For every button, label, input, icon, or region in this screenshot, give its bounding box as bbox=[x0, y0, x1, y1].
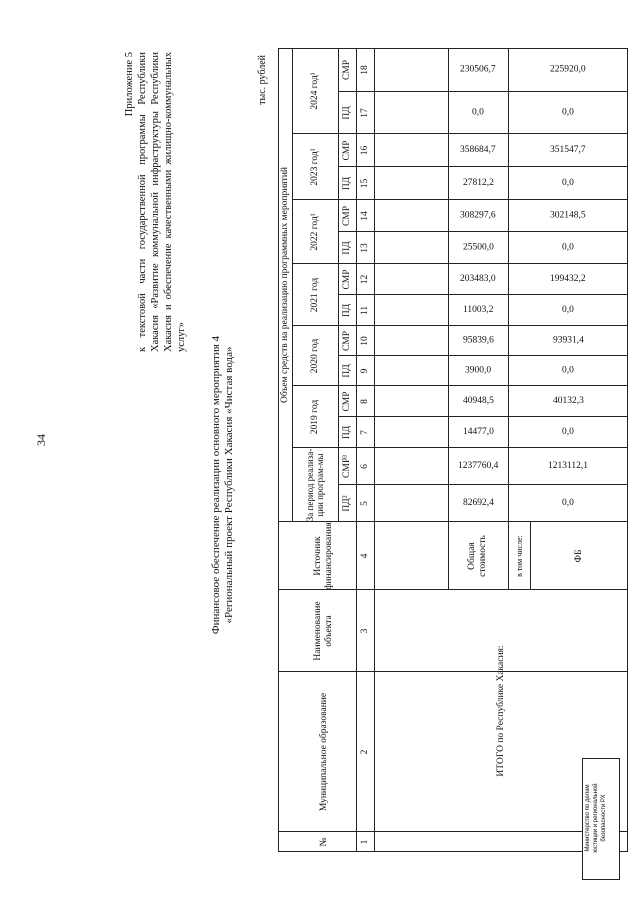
col-number-12: 12 bbox=[359, 274, 370, 285]
sub-header-pd-period: ПД² bbox=[341, 495, 352, 512]
value-cell-row2-col15: 0,0 bbox=[562, 178, 574, 188]
value-cell-row1-col14: 308297,6 bbox=[460, 210, 496, 221]
value-cell-row1-col12: 203483,0 bbox=[460, 274, 496, 284]
col-header-object: Наименование объекта bbox=[313, 601, 334, 661]
col-number-9: 9 bbox=[359, 368, 370, 374]
total-label: ИТОГО по Республике Хакасия: bbox=[495, 645, 506, 777]
col-header-2023: 2023 год¹ bbox=[309, 148, 320, 186]
sub-header-smr-2020: СМР bbox=[341, 330, 352, 352]
value-cell-row2-col10: 93931,4 bbox=[552, 335, 584, 346]
source-incl-label: в том числе: bbox=[514, 535, 524, 577]
col-header-municipality: Муниципальное образование bbox=[318, 692, 329, 812]
sub-header-smr-period: СМР³ bbox=[341, 455, 352, 478]
col-number-1: 1 bbox=[359, 839, 370, 845]
heading-line-1: Финансовое обеспечение реализации основного мероприятия 4 bbox=[210, 335, 222, 635]
appendix-text: к текстовой части государственной программы Республики Хакасия «Развитие коммунальной инфраструктуры Республики Хакасия и обеспечение качественными жилищно-коммунальных услуг» bbox=[137, 52, 187, 352]
col-number-7: 7 bbox=[359, 430, 370, 435]
col-header-source: Источник финансирования bbox=[313, 522, 334, 590]
col-number-18: 18 bbox=[359, 65, 370, 75]
value-cell-row1-col6: 1237760,4 bbox=[457, 461, 499, 471]
sub-header-smr-2024: СМР bbox=[341, 59, 352, 81]
financing-table bbox=[278, 48, 628, 852]
stamp-line-3: безопасности РХ bbox=[601, 794, 607, 842]
value-cell-row1-col15: 27812,2 bbox=[462, 178, 494, 188]
col-header-2022: 2022 год¹ bbox=[309, 213, 320, 251]
value-cell-row2-col16: 351547,7 bbox=[550, 145, 586, 155]
value-cell-row2-col8: 40132,3 bbox=[552, 396, 584, 406]
col-header-2019: 2019 год bbox=[309, 399, 320, 435]
document-heading bbox=[210, 225, 236, 745]
col-header-no: № bbox=[318, 837, 329, 847]
sub-header-pd-2021: ПД bbox=[341, 303, 352, 318]
units-label: тыс. рублей bbox=[257, 55, 268, 105]
value-cell-row2-col6: 1213112,1 bbox=[547, 461, 589, 471]
value-cell-row1-col10: 95839,6 bbox=[462, 335, 494, 346]
appendix-title: Приложение 5 bbox=[124, 52, 135, 117]
value-cell-row1-col13: 25500,0 bbox=[462, 242, 494, 253]
source-total-cost: Общая стоимость bbox=[467, 535, 488, 577]
heading-line-2: «Региональный проект Республики Хакасия «Чистая вода» bbox=[223, 346, 235, 624]
col-header-period: За период реализа-ции програм-мы bbox=[305, 448, 325, 522]
col-header-2020: 2020 год bbox=[309, 338, 320, 374]
value-cell-row2-col12: 199432,2 bbox=[550, 274, 586, 284]
stamp-text bbox=[584, 758, 618, 878]
sub-header-pd-2023: ПД bbox=[341, 176, 352, 191]
sub-header-smr-2022: СМР bbox=[341, 205, 352, 227]
value-cell-row1-col9: 3900,0 bbox=[464, 365, 492, 376]
col-number-11: 11 bbox=[359, 305, 370, 316]
source-fb: ФБ bbox=[573, 549, 584, 563]
value-cell-row2-col18: 225920,0 bbox=[550, 64, 586, 75]
col-header-volume: Объем средств на реализацию программных мероприятий bbox=[279, 167, 290, 403]
sub-header-smr-2019: СМР bbox=[341, 391, 352, 412]
col-number-15: 15 bbox=[359, 178, 370, 189]
value-cell-row2-col17: 0,0 bbox=[562, 107, 574, 118]
col-number-8: 8 bbox=[359, 399, 370, 404]
col-number-10: 10 bbox=[359, 336, 370, 346]
col-number-5: 5 bbox=[359, 501, 370, 506]
col-number-16: 16 bbox=[359, 145, 370, 156]
stamp-line-1: Министерство по делам bbox=[585, 784, 591, 852]
page-number: 34 bbox=[34, 434, 48, 446]
value-cell-row2-col9: 0,0 bbox=[562, 365, 574, 376]
value-cell-row1-col18: 230506,7 bbox=[460, 64, 496, 75]
sub-header-pd-2022: ПД bbox=[341, 241, 352, 255]
value-cell-row2-col11: 0,0 bbox=[562, 305, 574, 315]
value-cell-row1-col7: 14477,0 bbox=[462, 427, 494, 437]
col-header-2021: 2021 год bbox=[309, 277, 320, 313]
sub-header-pd-2019: ПД bbox=[341, 425, 352, 440]
sub-header-pd-2024: ПД bbox=[341, 106, 352, 120]
value-cell-row2-col7: 0,0 bbox=[562, 427, 574, 437]
sub-header-smr-2021: СМР bbox=[341, 269, 352, 290]
col-number-4: 4 bbox=[359, 553, 370, 559]
value-cell-row1-col16: 358684,7 bbox=[460, 145, 496, 155]
value-cell-row2-col13: 0,0 bbox=[562, 242, 574, 253]
sub-header-smr-2023: СМР bbox=[341, 140, 352, 161]
sub-header-pd-2020: ПД bbox=[341, 364, 352, 378]
col-number-14: 14 bbox=[359, 211, 370, 221]
col-header-2024: 2024 год¹ bbox=[309, 72, 320, 110]
col-number-3: 3 bbox=[359, 628, 370, 634]
value-cell-row1-col5: 82692,4 bbox=[462, 498, 494, 508]
col-number-17: 17 bbox=[359, 108, 370, 118]
value-cell-row1-col17: 0,0 bbox=[472, 107, 484, 118]
value-cell-row1-col8: 40948,5 bbox=[462, 396, 494, 406]
col-number-13: 13 bbox=[359, 243, 370, 253]
value-cell-row2-col14: 302148,5 bbox=[550, 210, 586, 221]
value-cell-row1-col11: 11003,2 bbox=[462, 305, 494, 315]
value-cell-row2-col5: 0,0 bbox=[562, 498, 574, 508]
col-number-2: 2 bbox=[359, 749, 370, 755]
appendix-block bbox=[123, 52, 188, 352]
stamp-line-2: юстиции и региональной bbox=[593, 783, 599, 853]
col-number-6: 6 bbox=[359, 464, 370, 469]
